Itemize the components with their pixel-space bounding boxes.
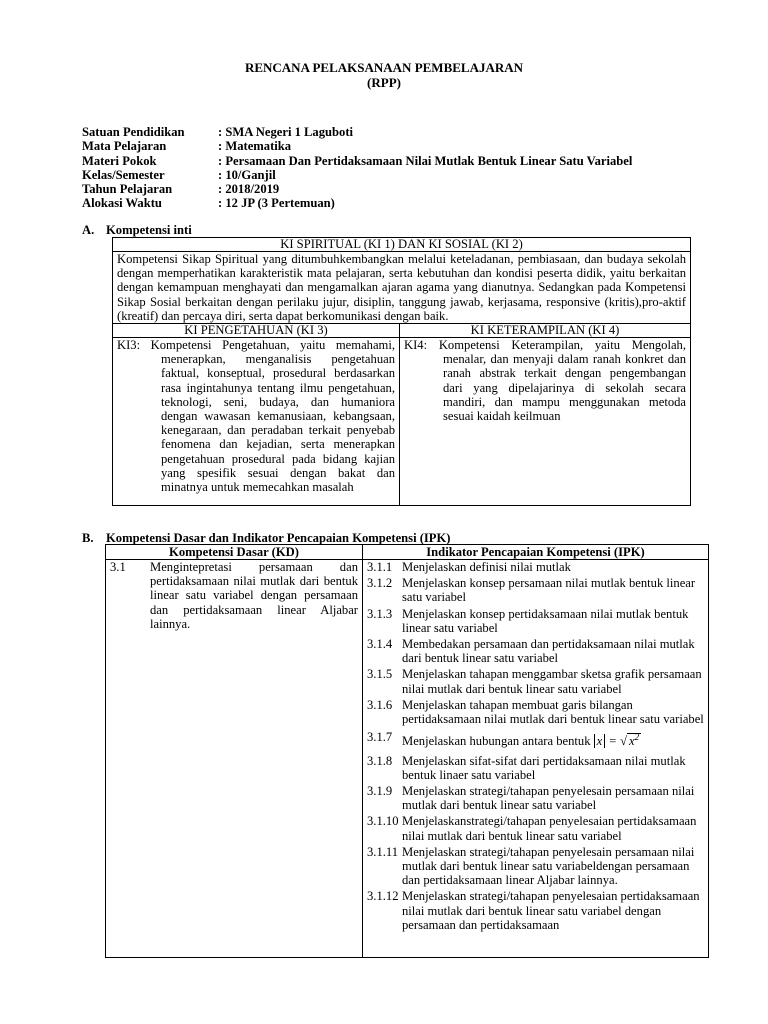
- meta-row-tahun: [82, 182, 632, 196]
- ki4-header: KI KETERAMPILAN (KI 4): [400, 324, 691, 338]
- ki4-text: KI4: Kompetensi Keterampilan, yaitu Mengolah, menalar, dan menyaji dalam ranah konkret dan ranah abstrak terkait dengan pengembangan dari yang dipelajarinya di sekolah secara mandiri, dan mampu menggunakan metoda sesuai kaidah keilmuan: [404, 338, 687, 424]
- kd-cell: [106, 560, 363, 958]
- ipk-text: Menjelaskan tahapan membuat garis bilangan pertidaksamaan nilai mutlak dari bentuk linear satu variabel: [402, 697, 704, 727]
- ipk-item: [367, 667, 704, 695]
- kd-number: 3.1: [110, 560, 126, 574]
- meta-value: : SMA Negeri 1 Laguboti: [218, 125, 354, 139]
- ipk-number: 3.1.2: [367, 576, 393, 591]
- ki-spiritual-text: Kompetensi Sikap Spiritual yang ditumbuhkembangkan melalui keteladanan, pembiasaan, dan budaya sekolah dengan memperhatikan karakteristik mata pelajaran, serta kebutuhan dan kondisi peserta didik, yaitu berkaitan dengan kemampuan menghayati dan mengamalkan ajaran agama yang dianutnya. Sedangkan pada Kompetensi Sikap Sosial berkaitan dengan perilaku jujur, disiplin, tanggung jawab, kerjasama, responsive (kritis),pro-aktif (kreatif) dan percaya diri, serta dapat berkomunikasi dengan baik.: [113, 252, 691, 324]
- ki3-cell: [113, 338, 400, 506]
- ipk-text: Menjelaskan strategi/tahapan penyelesain persamaan nilai mutlak dari bentuk linear satu variabeldengan persamaan dan pertidaksamaan linear Aljabar lainnya.: [402, 844, 695, 888]
- meta-label: Materi Pokok: [82, 153, 157, 168]
- ipk-text: Menjelaskan hubungan antara bentuk: [402, 734, 591, 749]
- ipk-item: [367, 607, 704, 635]
- document-subtitle: (RPP): [367, 75, 401, 90]
- ipk-text: Membedakan persamaan dan pertidaksamaan nilai mutlak dari bentuk linear satu variabel: [402, 637, 695, 666]
- ipk-number: 3.1.4: [367, 637, 393, 652]
- ipk-text: Menjelaskan definisi nilai mutlak: [402, 560, 571, 574]
- ipk-number: 3.1.8: [367, 753, 393, 768]
- ipk-item: [367, 730, 704, 748]
- sqrt-symbol: √: [620, 734, 627, 749]
- ipk-item: [367, 845, 704, 888]
- section-title: Kompetensi Dasar dan Indikator Pencapaian Kompetensi (IPK): [106, 531, 451, 545]
- ipk-text: Menjelaskanstrategi/tahapan penyelesaian pertidaksamaan nilai mutlak dari bentuk linear satu variabel: [402, 814, 697, 843]
- identity-block: [82, 125, 632, 211]
- ipk-item: [367, 560, 704, 574]
- document-title: RENCANA PELAKSANAAN PEMBELAJARAN: [244, 60, 524, 75]
- meta-label: Tahun Pelajaran: [82, 182, 173, 197]
- sqrt-content: [627, 733, 641, 748]
- meta-row-materi: [82, 154, 632, 168]
- ipk-header: Indikator Pencapaian Kompetensi (IPK): [363, 545, 709, 560]
- section-a-heading: [82, 223, 192, 237]
- ipk-item: [367, 637, 704, 665]
- meta-row-mapel: [82, 139, 632, 153]
- formula-exponent: 2: [634, 732, 640, 743]
- ipk-item: [367, 784, 704, 812]
- section-letter: B.: [82, 531, 94, 545]
- ipk-text: Menjelaskan sifat-sifat dari pertidaksamaan nilai mutlak bentuk linaer satu variabel: [402, 753, 686, 782]
- ipk-item: [367, 889, 704, 932]
- meta-label: Mata Pelajaran: [82, 139, 167, 154]
- abs-x: x: [594, 734, 606, 748]
- ipk-number: 3.1.5: [367, 667, 393, 682]
- kompetensi-inti-table: [112, 237, 691, 506]
- ki3-header: KI PENGETAHUAN (KI 3): [113, 324, 400, 338]
- meta-label: Alokasi Waktu: [82, 196, 162, 211]
- formula-equals: =: [608, 734, 617, 749]
- meta-value: : 2018/2019: [218, 182, 280, 197]
- ipk-text: Menjelaskan tahapan menggambar sketsa grafik persamaan nilai mutlak dari bentuk linear satu variabel: [402, 667, 702, 696]
- meta-value: : Persamaan Dan Pertidaksamaan Nilai Mutlak Bentuk Linear Satu Variabel: [218, 153, 633, 168]
- section-letter: A.: [82, 223, 95, 237]
- ipk-number: 3.1.1: [367, 560, 393, 574]
- ipk-cell: [363, 560, 709, 958]
- meta-value: : 12 JP (3 Pertemuan): [218, 196, 335, 211]
- ipk-number: 3.1.9: [367, 784, 393, 799]
- ipk-item: [367, 698, 704, 726]
- ipk-text: Menjelaskan strategi/tahapan penyelesaian pertidaksamaan nilai mutlak dari bentuk linear satu variabel dengan persamaan dan pertidaksamaan: [402, 889, 700, 932]
- meta-value: : Matematika: [218, 139, 292, 154]
- ki3-text: KI3: Kompetensi Pengetahuan, yaitu memahami, menerapkan, menganalisis pengetahuan faktual, konseptual, prosedural berdasarkan rasa ingintahunya tentang ilmu pengetahuan, teknologi, seni, budaya, dan humaniora dengan wawasan kemanusiaan, kebangsaan, kenegaraan, dan peradaban terkait penyebab fenomena dan kejadian, serta menerapkan pengetahuan prosedural pada bidang kajian yang spesifik sesuai dengan bakat dan minatnya untuk memecahkan masalah: [117, 338, 395, 495]
- meta-label: Kelas/Semester: [82, 167, 165, 182]
- formula-x: x: [628, 734, 635, 749]
- abs-formula: [594, 733, 641, 748]
- ki4-cell: [400, 338, 691, 506]
- meta-row-satuan: [82, 125, 632, 139]
- meta-value: : 10/Ganjil: [218, 167, 276, 182]
- ipk-text: Menjelaskan konsep pertidaksamaan nilai mutlak bentuk linear satu variabel: [402, 606, 689, 635]
- ipk-number: 3.1.12: [367, 889, 399, 904]
- meta-row-alokasi: [82, 196, 632, 210]
- kd-text: Mengintepretasi persamaan dan pertidaksamaan nilai mutlak dari bentuk linear satu variabel dengan persamaan dan pertidaksamaan linear Aljabar lainnya.: [150, 560, 358, 631]
- ipk-text: Menjelaskan konsep persamaan nilai mutlak bentuk linear satu variabel: [402, 576, 696, 605]
- kd-header: Kompetensi Dasar (KD): [106, 545, 363, 560]
- ipk-number: 3.1.10: [367, 814, 399, 829]
- ipk-number: 3.1.11: [367, 844, 399, 859]
- ipk-item: [367, 576, 704, 604]
- kd-ipk-table: [105, 544, 709, 958]
- ipk-item: [367, 814, 704, 842]
- ipk-text: Menjelaskan strategi/tahapan penyelesain persamaan nilai mutlak dari bentuk linear satu variabel: [402, 784, 695, 813]
- ipk-number: 3.1.6: [367, 697, 393, 712]
- ipk-number: 3.1.3: [367, 606, 393, 621]
- ipk-number: 3.1.7: [367, 730, 393, 745]
- ki-spiritual-header: KI SPIRITUAL (KI 1) DAN KI SOSIAL (KI 2): [113, 238, 691, 252]
- meta-row-kelas: [82, 168, 632, 182]
- ipk-item: [367, 754, 704, 782]
- section-title: Kompetensi inti: [106, 223, 192, 237]
- meta-label: Satuan Pendidikan: [82, 125, 185, 139]
